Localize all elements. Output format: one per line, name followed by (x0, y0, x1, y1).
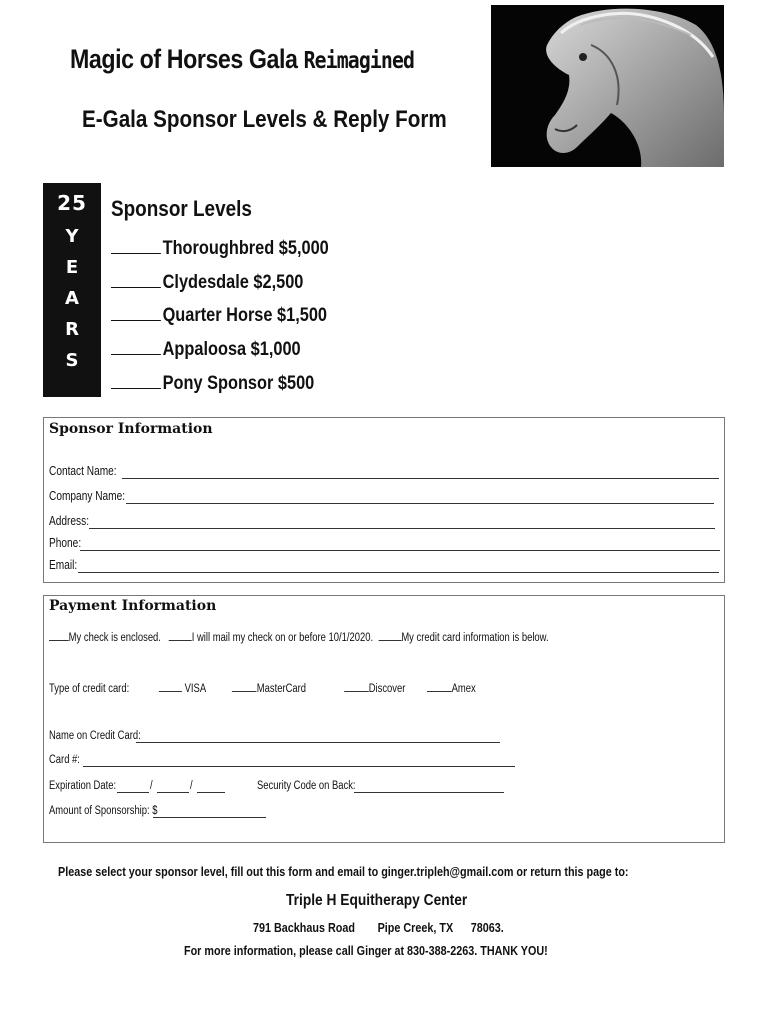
years-letter: Y (65, 226, 79, 247)
payment-info-heading: Payment Information (49, 598, 217, 614)
level-blank[interactable] (111, 270, 161, 288)
sponsor-level-item[interactable] (111, 303, 327, 327)
sponsor-level-item[interactable] (111, 236, 329, 260)
level-label: Appaloosa $1,000 (162, 339, 301, 360)
level-label: Clydesdale $2,500 (162, 272, 304, 293)
check-enclosed-blank[interactable] (49, 629, 69, 641)
sponsor-level-item[interactable] (111, 270, 303, 294)
zip-code: 78063. (470, 920, 504, 935)
horse-head-image (491, 5, 724, 167)
level-label: Quarter Horse $1,500 (162, 305, 328, 326)
org-address (253, 920, 504, 935)
expiration-separator: / (190, 780, 193, 792)
footer-instruction: Please select your sponsor level, fill out this form and email to ginger.tripleh@gmail.com or return this page to: (58, 864, 629, 879)
address-label: Address: (49, 513, 90, 528)
contact-name-label: Contact Name: (49, 463, 117, 478)
street-address: 791 Backhaus Road (253, 920, 355, 935)
years-number: 25 (57, 191, 87, 215)
years-letter: E (65, 257, 79, 278)
years-letter: R (65, 319, 79, 340)
company-name-label: Company Name: (49, 488, 126, 503)
discover-label: Discover (368, 683, 406, 695)
address-field[interactable] (89, 528, 715, 529)
phone-label: Phone: (49, 535, 82, 550)
city-state: Pipe Creek, TX (377, 920, 454, 935)
visa-blank[interactable] (159, 680, 182, 692)
company-name-field[interactable] (126, 503, 714, 504)
name-on-card-field[interactable] (136, 742, 500, 743)
page-title (70, 44, 414, 75)
expiration-year-field[interactable] (197, 792, 225, 793)
years-letter: A (65, 288, 79, 309)
amount-field[interactable] (153, 817, 266, 818)
payment-info-section (43, 595, 725, 843)
years-letter: S (65, 350, 79, 371)
mastercard-blank[interactable] (232, 680, 257, 692)
org-name: Triple H Equitherapy Center (286, 892, 468, 909)
credit-card-blank[interactable] (378, 629, 401, 641)
email-label: Email: (49, 557, 78, 572)
title-script-text: Reimagined (303, 48, 415, 74)
card-number-label: Card #: (49, 754, 80, 766)
expiration-day-field[interactable] (157, 792, 189, 793)
security-code-field[interactable] (354, 792, 504, 793)
visa-label: VISA (184, 683, 206, 695)
name-on-card-label: Name on Credit Card: (49, 730, 141, 742)
level-blank[interactable] (111, 371, 161, 389)
footer-contact: For more information, please call Ginger at 830-388-2263. THANK YOU! (184, 943, 548, 958)
mail-check-blank[interactable] (169, 629, 192, 641)
page-subtitle: E-Gala Sponsor Levels & Reply Form (82, 106, 447, 133)
level-blank[interactable] (111, 236, 161, 254)
mail-check-label: I will mail my check on or before 10/1/2020. (191, 632, 374, 644)
title-text: Magic of Horses Gala (70, 44, 298, 74)
card-type-label: Type of credit card: (49, 683, 130, 695)
expiration-month-field[interactable] (117, 792, 149, 793)
sponsor-level-item[interactable] (111, 337, 301, 361)
card-type-row (49, 680, 476, 695)
sponsor-levels-heading: Sponsor Levels (111, 196, 252, 221)
level-blank[interactable] (111, 303, 161, 321)
expiration-label: Expiration Date: (49, 780, 117, 792)
contact-name-field[interactable] (122, 478, 719, 479)
expiration-separator: / (150, 780, 153, 792)
check-enclosed-label: My check is enclosed. (68, 632, 161, 644)
phone-field[interactable] (80, 550, 720, 551)
amex-label: Amex (451, 683, 476, 695)
level-label: Pony Sponsor $500 (162, 373, 315, 394)
security-code-label: Security Code on Back: (257, 780, 356, 792)
discover-blank[interactable] (344, 680, 369, 692)
level-label: Thoroughbred $5,000 (162, 238, 329, 259)
credit-card-option-label: My credit card information is below. (401, 632, 549, 644)
card-number-field[interactable] (83, 766, 515, 767)
amount-label: Amount of Sponsorship: $ (49, 805, 158, 817)
sponsor-info-section (43, 417, 725, 583)
years-badge (43, 183, 101, 397)
horse-head-icon (491, 5, 724, 167)
sponsor-level-item[interactable] (111, 371, 314, 395)
email-field[interactable] (78, 572, 719, 573)
level-blank[interactable] (111, 337, 161, 355)
amex-blank[interactable] (427, 680, 452, 692)
mastercard-label: MasterCard (256, 683, 307, 695)
sponsor-info-heading: Sponsor Information (49, 421, 213, 437)
payment-options-row (49, 629, 549, 644)
